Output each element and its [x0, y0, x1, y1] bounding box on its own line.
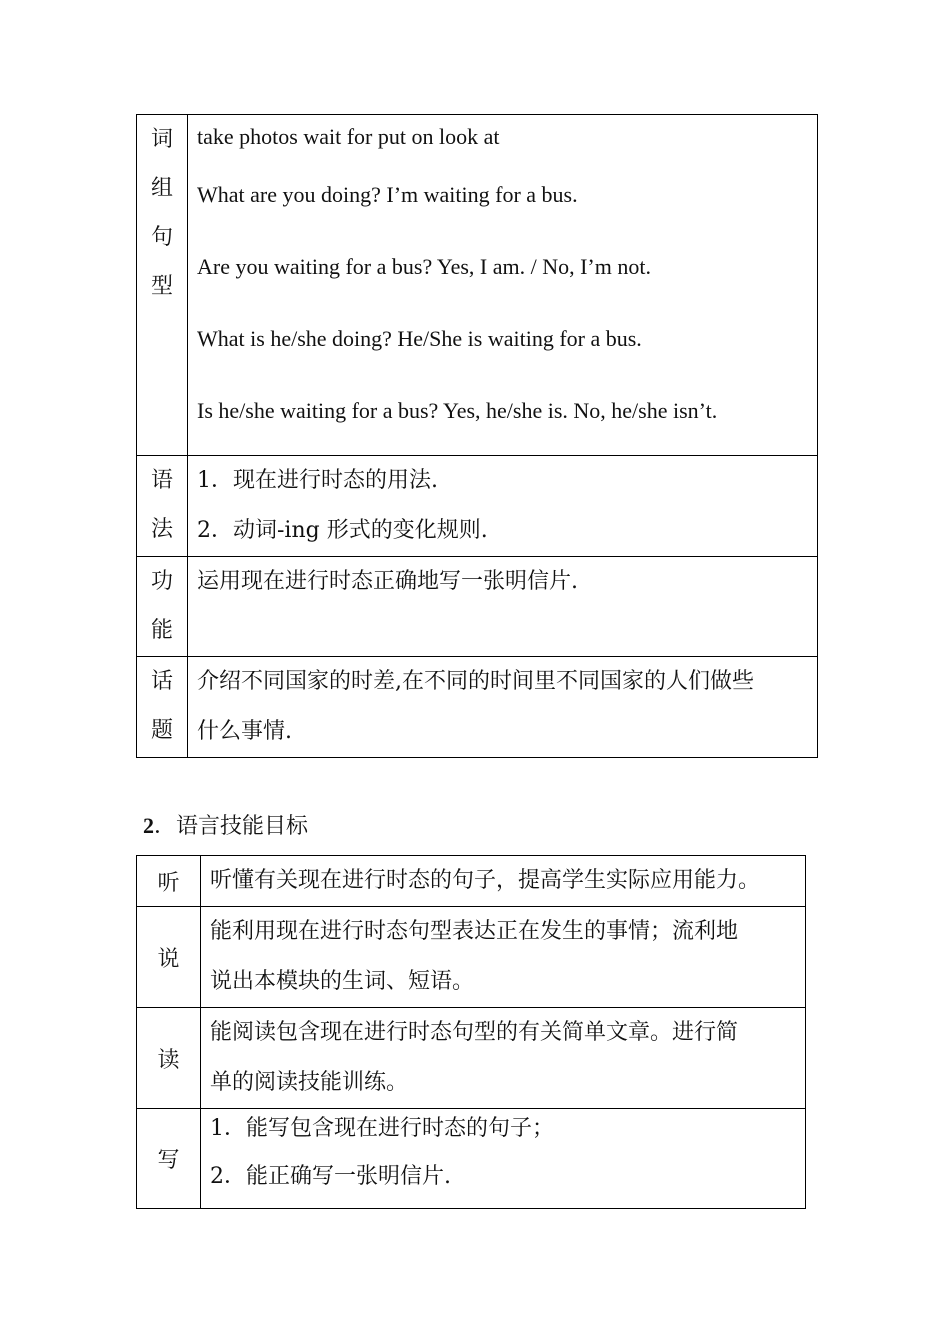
content-line: 1．现在进行时态的用法.: [197, 468, 438, 493]
content-line: 听懂有关现在进行时态的句子，提高学生实际应用能力。: [210, 868, 761, 893]
content-line: 2．动词-ing 形式的变化规则.: [197, 518, 488, 543]
row-content: [188, 657, 818, 758]
sentence-line: Are you waiting for a bus? Yes, I am. / No, I’m not.: [197, 254, 651, 279]
row-label: [137, 456, 188, 557]
content-line: 1．能写包含现在进行时态的句子；: [210, 1116, 554, 1141]
row-content: [188, 456, 818, 557]
row-content: [201, 856, 806, 907]
sentence-line: Is he/she waiting for a bus? Yes, he/she is. No, he/she isn’t.: [197, 398, 718, 423]
vocabulary-grammar-table: [136, 114, 818, 758]
row-label: 读: [137, 1008, 201, 1109]
content-line: 运用现在进行时态正确地写一张明信片.: [197, 569, 578, 594]
label-char: 法: [150, 517, 173, 542]
content-line: 能利用现在进行时态句型表达正在发生的事情；流利地: [210, 919, 739, 944]
row-label: 写: [137, 1109, 201, 1209]
row-content: [201, 1109, 806, 1209]
label-char: 话: [150, 669, 173, 694]
phrase-line: take photos wait for put on look at: [197, 124, 500, 149]
table-row: [137, 657, 818, 758]
section-number: 2: [143, 813, 154, 838]
row-label: [137, 557, 188, 657]
row-content: [201, 1008, 806, 1109]
label-char: 词: [150, 127, 173, 152]
label-char: 型: [150, 274, 173, 299]
table-row: [137, 456, 818, 557]
row-label: 说: [137, 907, 201, 1008]
content-line: 单的阅读技能训练。: [210, 1070, 409, 1095]
label-char: 题: [150, 718, 173, 743]
table-row: [137, 115, 818, 456]
row-content: [201, 907, 806, 1008]
sentence-line: What are you doing? I’m waiting for a bus.: [197, 182, 578, 207]
table-row: [137, 1109, 806, 1209]
row-content: [188, 557, 818, 657]
label-char: 句: [150, 225, 173, 250]
language-skills-table: [136, 855, 806, 1209]
table-row: [137, 557, 818, 657]
row-label: 听: [137, 856, 201, 907]
table-row: [137, 1008, 806, 1109]
label-char: 功: [150, 569, 173, 594]
label-char: 组: [150, 176, 173, 201]
label-char: 语: [150, 468, 173, 493]
row-label: [137, 115, 188, 456]
label-char: 能: [150, 618, 173, 643]
row-label: [137, 657, 188, 758]
section-title: ．语言技能目标: [154, 814, 309, 839]
content-line: 2．能正确写一张明信片.: [210, 1164, 451, 1189]
section-heading: [143, 808, 308, 845]
row-content: [188, 115, 818, 456]
content-line: 什么事情.: [197, 719, 292, 744]
content-line: 能阅读包含现在进行时态句型的有关简单文章。进行简: [210, 1020, 739, 1045]
table-row: [137, 907, 806, 1008]
content-line: 介绍不同国家的时差,在不同的时间里不同国家的人们做些: [197, 669, 754, 694]
content-line: 说出本模块的生词、短语。: [210, 969, 475, 994]
sentence-line: What is he/she doing? He/She is waiting for a bus.: [197, 326, 642, 351]
table-row: [137, 856, 806, 907]
